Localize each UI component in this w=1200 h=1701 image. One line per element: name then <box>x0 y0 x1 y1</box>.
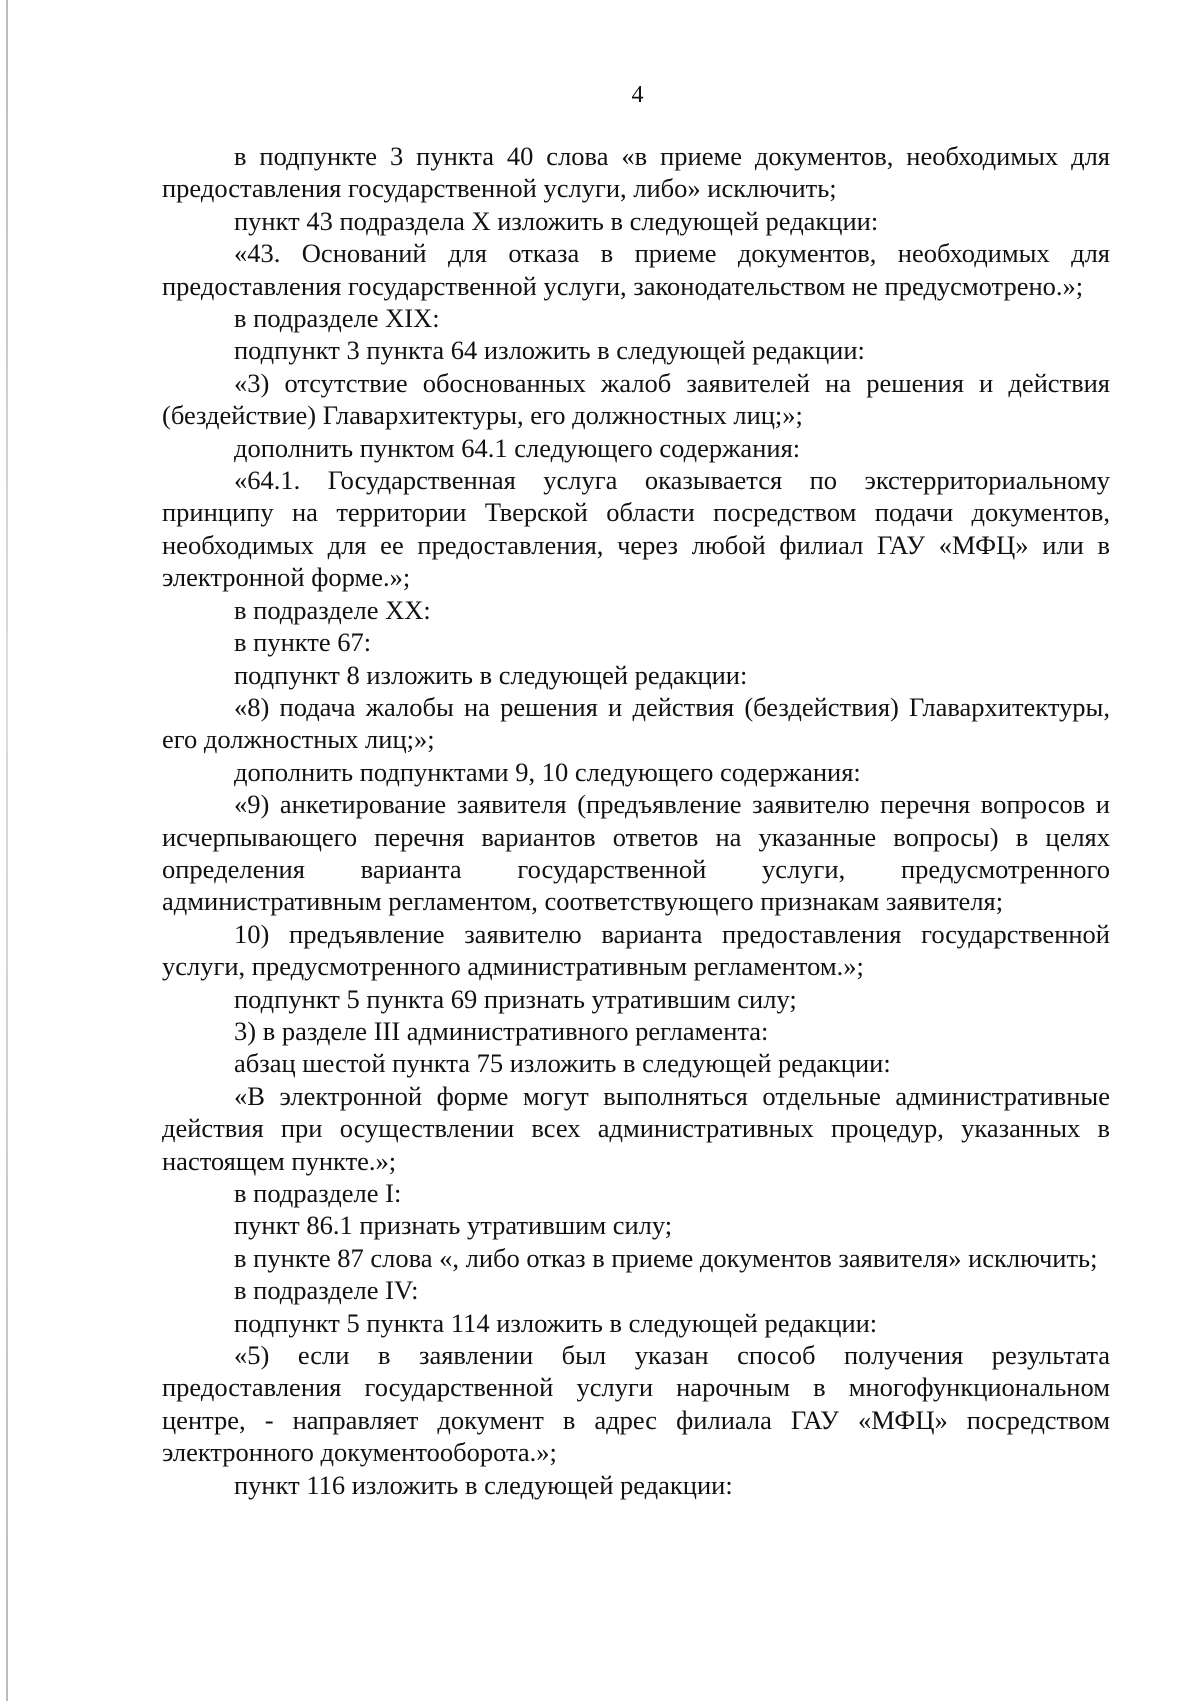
paragraph-16: подпункт 5 пункта 69 признать утратившим силу; <box>234 983 797 1014</box>
paragraph-12: «8) подача жалобы на решения и действия (бездействия) Главархитектуры, его должностных лиц;»; <box>162 691 1110 755</box>
document-body <box>162 140 1110 1501</box>
paragraph-19: «В электронной форме могут выполняться отдельные административные действия при осуществлении всех административных процедур, указанных в настоящем пункте.»; <box>162 1080 1110 1176</box>
paragraph-10: в пункте 67: <box>234 627 372 658</box>
paragraph-2: пункт 43 подраздела X изложить в следующей редакции: <box>234 205 879 236</box>
paragraph-7: дополнить пунктом 64.1 следующего содержания: <box>234 432 801 463</box>
paragraph-13: дополнить подпунктами 9, 10 следующего содержания: <box>234 756 861 787</box>
paragraph-5: подпункт 3 пункта 64 изложить в следующей редакции: <box>234 335 865 366</box>
paragraph-4: в подразделе XIX: <box>234 303 440 334</box>
paragraph-24: подпункт 5 пункта 114 изложить в следующей редакции: <box>234 1307 878 1338</box>
scan-edge-shadow <box>6 0 8 1701</box>
paragraph-21: пункт 86.1 признать утратившим силу; <box>234 1210 673 1241</box>
paragraph-8: «64.1. Государственная услуга оказывается по экстерриториальному принципу на территории Тверской области посредством подачи документов, необходимых для ее предоставления, через любой филиал ГАУ «МФЦ» или в электронной форме.»; <box>162 465 1110 593</box>
paragraph-25: «5) если в заявлении был указан способ получения результата предоставления государственной услуги нарочным в многофункциональном центре, - направляет документ в адрес филиала ГАУ «МФЦ» посредством электронного документооборота.»; <box>162 1340 1110 1468</box>
paragraph-23: в подразделе IV: <box>234 1275 419 1306</box>
paragraph-20: в подразделе I: <box>234 1178 402 1208</box>
paragraph-15: 10) предъявление заявителю варианта предоставления государственной услуги, предусмотренного административным регламентом.»; <box>162 918 1110 982</box>
paragraph-14: «9) анкетирование заявителя (предъявление заявителю перечня вопросов и исчерпывающего перечня вариантов ответов на указанные вопросы) в целях определения варианта государственной услуги, предусмотренного административным регламентом, соответствующего признакам заявителя; <box>162 789 1110 917</box>
paragraph-1: в подпункте 3 пункта 40 слова «в приеме документов, необходимых для предоставления государственной услуги, либо» исключить; <box>162 141 1110 204</box>
paragraph-6: «3) отсутствие обоснованных жалоб заявителей на решения и действия (бездействие) Главархитектуры, его должностных лиц;»; <box>162 367 1110 431</box>
paragraph-26: пункт 116 изложить в следующей редакции: <box>234 1469 733 1500</box>
paragraph-17: 3) в разделе III административного регламента: <box>234 1015 769 1046</box>
paragraph-22: в пункте 87 слова «, либо отказ в приеме документов заявителя» исключить; <box>234 1242 1098 1273</box>
page-number: 4 <box>631 82 644 108</box>
paragraph-11: подпункт 8 изложить в следующей редакции: <box>234 659 748 690</box>
paragraph-9: в подразделе XX: <box>234 594 431 625</box>
paragraph-3: «43. Оснований для отказа в приеме документов, необходимых для предоставления государственной услуги, законодательством не предусмотрено.»; <box>162 238 1110 301</box>
paragraph-18: абзац шестой пункта 75 изложить в следующей редакции: <box>234 1048 891 1079</box>
